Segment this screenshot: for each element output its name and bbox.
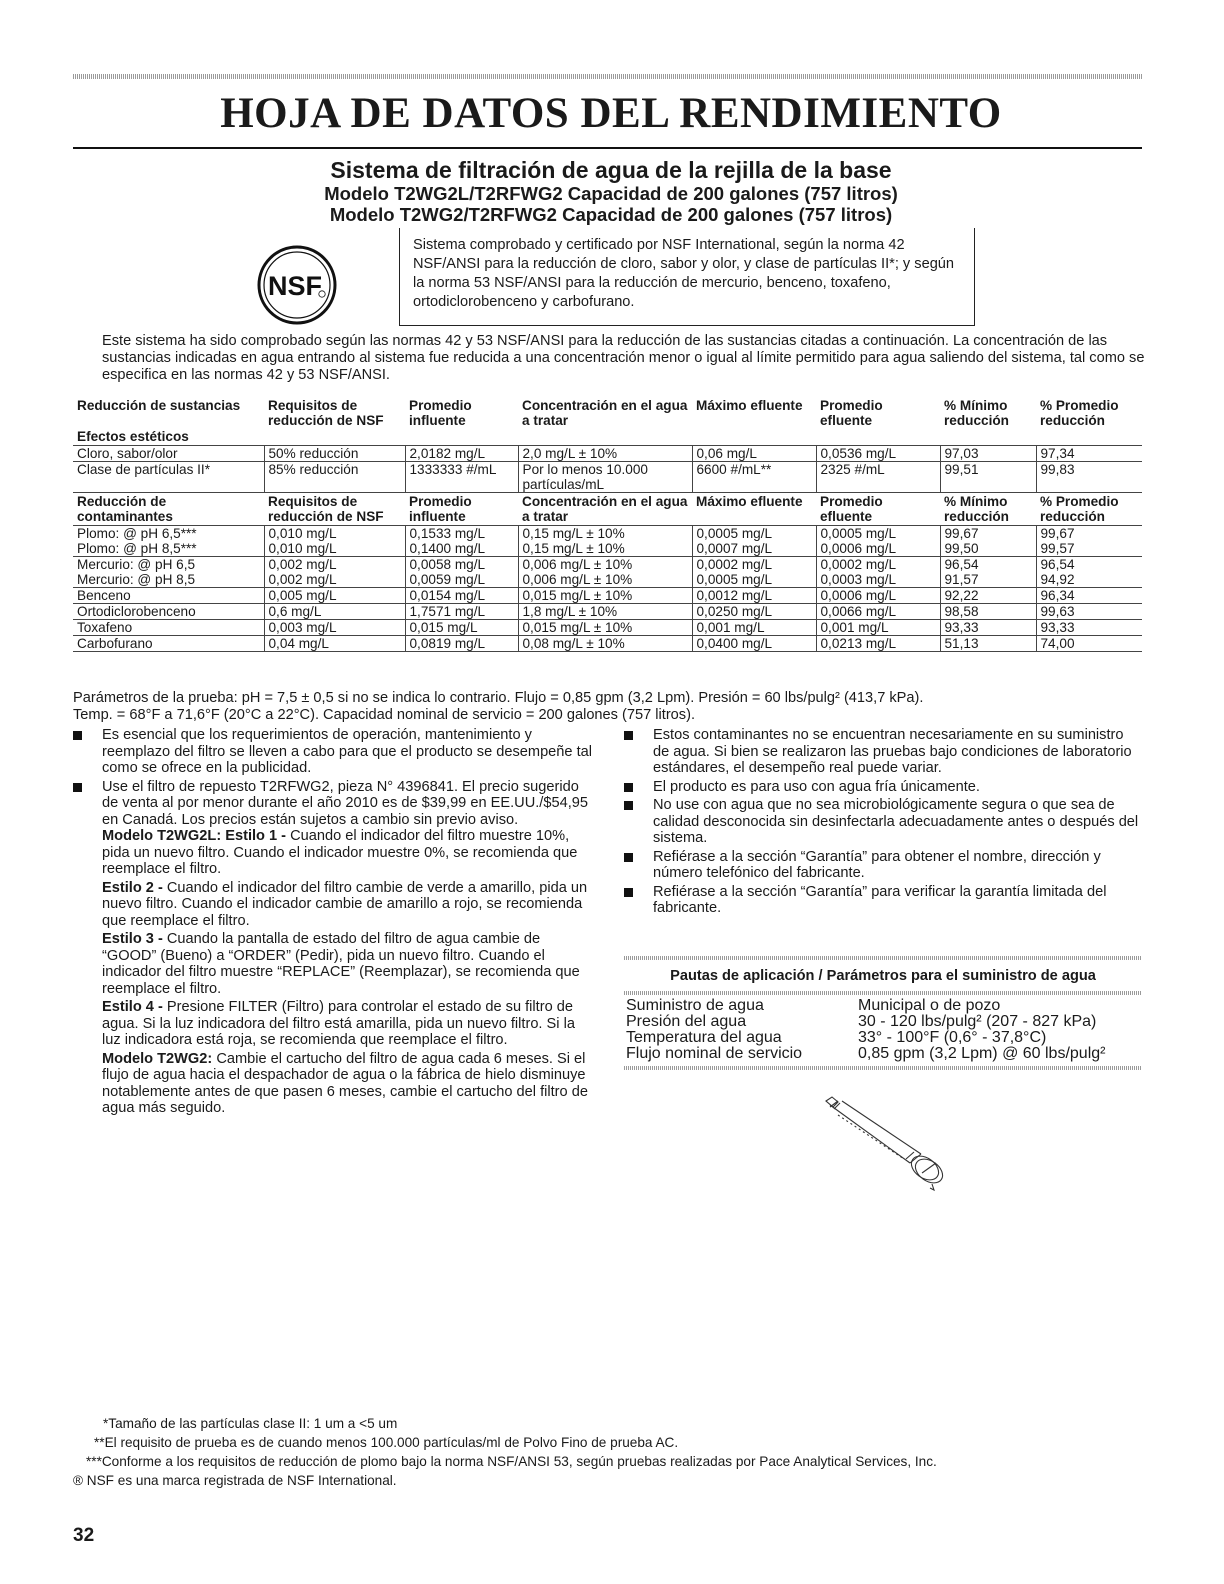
table-cell: 96,54 91,57 — [940, 557, 1036, 588]
left-column — [73, 727, 593, 1119]
contaminant-header-row — [73, 493, 1142, 526]
guideline-value: Municipal o de pozo — [858, 997, 1001, 1014]
table-cell: 0,006 mg/L ± 10% 0,006 mg/L ± 10% — [518, 557, 692, 588]
test-parameters-line: Temp. = 68°F a 71,6°F (20°C a 22°C). Capacidad nominal de servicio = 200 galones (757 litros). — [73, 706, 696, 723]
style-note-text: Cuando el indicador del filtro muestre 10%, pida un nuevo filtro. Cuando el indicador muestre 0%, se recomienda que reemplace el filtro. — [102, 828, 578, 877]
style-note-label: Estilo 4 - — [102, 999, 163, 1015]
header-cell: Promedio influente — [409, 398, 472, 428]
aesthetic-subheader-row — [73, 429, 1142, 446]
test-parameters-line: Parámetros de la prueba: pH = 7,5 ± 0,5 si no se indica lo contrario. Flujo = 0,85 gpm (3,2 Lpm). Presión = 60 lbs/pulg² (413,7 kPa). — [73, 690, 924, 706]
page-number: 32 — [73, 1525, 95, 1546]
style-note-text: Presione FILTER (Filtro) para controlar el estado de su filtro de agua. Si la luz indicadora del filtro está amarilla, pida un nuevo filtro. Si la luz indicadora está roja, se recomienda que reemplace el filtro. — [102, 999, 575, 1048]
table-cell: 0,010 mg/L 0,010 mg/L — [264, 526, 405, 557]
table-cell: 51,13 — [940, 636, 1036, 652]
list-item: Refiérase a la sección “Garantía” para verificar la garantía limitada del fabricante. — [624, 884, 1142, 917]
table-cell: Clase de partículas II* — [73, 462, 264, 493]
table-cell: 0,0012 mg/L — [692, 588, 816, 604]
table-row — [626, 1030, 1142, 1046]
table-cell: 0,0154 mg/L — [405, 588, 518, 604]
table-cell: 99,83 — [1036, 462, 1142, 493]
guidelines-table — [626, 998, 1142, 1062]
table-cell: 0,001 mg/L — [692, 620, 816, 636]
table-cell: 50% reducción — [264, 446, 405, 462]
table-row — [73, 462, 1142, 493]
table-cell: 99,51 — [940, 462, 1036, 493]
guideline-label: Suministro de agua — [626, 997, 764, 1014]
header-cell: Máximo efluente — [696, 398, 803, 413]
style-note — [73, 931, 593, 997]
model-line-2: Modelo T2WG2/T2RFWG2 Capacidad de 200 galones (757 litros) — [329, 204, 893, 225]
table-cell: 85% reducción — [264, 462, 405, 493]
table-cell: 0,005 mg/L — [264, 588, 405, 604]
guideline-value: 30 - 120 lbs/pulg² (207 - 827 kPa) — [858, 1013, 1097, 1030]
performance-table-wrap — [73, 397, 1142, 652]
header-cell: Concentración en el agua a tratar — [522, 494, 688, 524]
table-cell: 93,33 — [940, 620, 1036, 636]
header-cell: % Promedio reducción — [1040, 494, 1119, 524]
nsf-logo-text: NSF — [268, 271, 322, 301]
list-item: Es esencial que los requerimientos de operación, mantenimiento y reemplazo del filtro se lleven a cabo para que el producto se desempeñe tal como se ofrece en la publicidad. — [73, 727, 593, 777]
table-row — [626, 1014, 1142, 1030]
table-cell: 0,002 mg/L 0,002 mg/L — [264, 557, 405, 588]
table-cell: 0,0006 mg/L — [816, 588, 940, 604]
table-row — [626, 998, 1142, 1014]
table-cell: 0,0213 mg/L — [816, 636, 940, 652]
nsf-logo-icon — [256, 244, 338, 326]
header-cell: Requisitos de reducción de NSF — [268, 494, 384, 524]
table-cell: 1,8 mg/L ± 10% — [518, 604, 692, 620]
list-item: Refiérase a la sección “Garantía” para obtener el nombre, dirección y número telefónico del fabricante. — [624, 849, 1142, 882]
footnotes — [73, 1414, 1142, 1490]
header-cell: % Mínimo reducción — [944, 398, 1009, 428]
aesthetic-subheader: Efectos estéticos — [77, 429, 189, 444]
header-cell: Máximo efluente — [696, 494, 803, 509]
list-item: Use el filtro de repuesto T2RFWG2, pieza N° 4396841. El precio sugerido de venta al por menor durante el año 2010 es de $39,99 en EE.UU./$54,95 en Canadá. Los precios están sujetos a cambio sin previo aviso. — [73, 779, 593, 829]
table-row — [626, 1046, 1142, 1062]
style-note — [73, 828, 593, 878]
list-item: Estos contaminantes no se encuentran necesariamente en su suministro de agua. Si bien se realizaron las pruebas bajo condiciones de laboratorio estándares, el desempeño real puede variar. — [624, 727, 1142, 777]
table-cell: 0,001 mg/L — [816, 620, 940, 636]
guideline-label: Flujo nominal de servicio — [626, 1045, 803, 1062]
table-cell: 98,58 — [940, 604, 1036, 620]
footnote: ***Conforme a los requisitos de reducción de plomo bajo la norma NSF/ANSI 53, según pruebas realizadas por Pace Analytical Services, Inc. — [86, 1454, 937, 1469]
guideline-label: Presión del agua — [626, 1013, 747, 1030]
table-cell: 92,22 — [940, 588, 1036, 604]
table-cell: 0,0005 mg/L 0,0007 mg/L — [692, 526, 816, 557]
table-cell: Ortodiclorobenceno — [73, 604, 264, 620]
style-note — [73, 880, 593, 930]
table-cell: Benceno — [73, 588, 264, 604]
top-dotted-rule — [73, 74, 1142, 79]
header-cell: % Mínimo reducción — [944, 494, 1009, 524]
table-row — [73, 557, 1142, 588]
table-cell: 0,0536 mg/L — [816, 446, 940, 462]
footnote: ® NSF es una marca registrada de NSF International. — [73, 1473, 397, 1488]
right-bullet-list — [624, 727, 1142, 917]
header-cell: Reducción de sustancias — [77, 398, 241, 413]
style-note-label: Estilo 2 - — [102, 879, 163, 896]
table-cell: 6600 #/mL** — [692, 462, 816, 493]
table-cell: 0,0058 mg/L 0,0059 mg/L — [405, 557, 518, 588]
header-cell: Concentración en el agua a tratar — [522, 398, 688, 428]
table-cell: 2325 #/mL — [816, 462, 940, 493]
table-cell: 1,7571 mg/L — [405, 604, 518, 620]
header-cell: Requisitos de reducción de NSF — [268, 398, 384, 428]
test-parameters — [73, 690, 1142, 723]
header-cell: Promedio influente — [409, 494, 472, 524]
title-underline — [73, 147, 1142, 149]
table-cell: 0,0400 mg/L — [692, 636, 816, 652]
table-cell: 0,0066 mg/L — [816, 604, 940, 620]
table-cell: 0,1533 mg/L 0,1400 mg/L — [405, 526, 518, 557]
table-cell: 97,03 — [940, 446, 1036, 462]
table-cell: 96,34 — [1036, 588, 1142, 604]
footnote: *Tamaño de las partículas clase II: 1 um a <5 um — [103, 1416, 398, 1431]
water-filter-cartridge-icon — [808, 1093, 958, 1193]
table-cell: Plomo: @ pH 6,5*** Plomo: @ pH 8,5*** — [73, 526, 264, 557]
guideline-value: 0,85 gpm (3,2 Lpm) @ 60 lbs/pulg² — [858, 1045, 1106, 1062]
table-cell: 0,015 mg/L — [405, 620, 518, 636]
table-cell: 0,15 mg/L ± 10% 0,15 mg/L ± 10% — [518, 526, 692, 557]
aesthetic-header-row — [73, 397, 1142, 429]
header-cell: % Promedio reducción — [1040, 398, 1119, 428]
table-cell: 0,04 mg/L — [264, 636, 405, 652]
table-cell: 99,67 99,50 — [940, 526, 1036, 557]
model-line-1: Modelo T2WG2L/T2RFWG2 Capacidad de 200 galones (757 litros) — [324, 183, 898, 204]
footnote: **El requisito de prueba es de cuando menos 100.000 partículas/ml de Polvo Fino de prueba AC. — [94, 1435, 679, 1450]
table-cell: 99,63 — [1036, 604, 1142, 620]
table-cell: 0,6 mg/L — [264, 604, 405, 620]
table-cell: Por lo menos 10.000 partículas/mL — [518, 462, 692, 493]
table-row — [73, 446, 1142, 462]
style-note — [73, 999, 593, 1049]
table-cell: 93,33 — [1036, 620, 1142, 636]
table-cell: 0,06 mg/L — [692, 446, 816, 462]
table-row — [73, 620, 1142, 636]
table-row — [73, 636, 1142, 652]
header-cell: Reducción de contaminantes — [77, 494, 173, 524]
style-note-text: Cuando el indicador del filtro cambie de verde a amarillo, pida un nuevo filtro. Cuando el indicador cambie de amarillo a rojo, se recomienda que reemplace el filtro. — [102, 879, 588, 929]
table-cell: 0,0002 mg/L 0,0003 mg/L — [816, 557, 940, 588]
guidelines-title-rule — [624, 991, 1142, 995]
table-cell: Toxafeno — [73, 620, 264, 636]
style-note-label: Modelo T2WG2: — [102, 1050, 213, 1067]
table-cell: 2,0 mg/L ± 10% — [518, 446, 692, 462]
table-cell: Mercurio: @ pH 6,5 Mercurio: @ pH 8,5 — [73, 557, 264, 588]
style-note — [73, 1051, 593, 1117]
table-cell: 0,0819 mg/L — [405, 636, 518, 652]
table-cell: 0,015 mg/L ± 10% — [518, 588, 692, 604]
table-row — [73, 526, 1142, 557]
guideline-value: 33° - 100°F (0,6° - 37,8°C) — [858, 1029, 1047, 1046]
table-cell: 99,67 99,57 — [1036, 526, 1142, 557]
header-cell: Promedio efluente — [820, 494, 883, 524]
table-cell: Carbofurano — [73, 636, 264, 652]
performance-table — [73, 397, 1142, 652]
header-cell: Promedio efluente — [820, 398, 883, 428]
table-cell: Cloro, sabor/olor — [73, 446, 264, 462]
table-cell: 0,0002 mg/L 0,0005 mg/L — [692, 557, 816, 588]
list-item: No use con agua que no sea microbiológicamente segura o que sea de calidad desconocida sin desinfectarla adecuadamente antes o después del sistema. — [624, 797, 1142, 847]
table-row — [73, 604, 1142, 620]
table-cell: 96,54 94,92 — [1036, 557, 1142, 588]
right-column — [624, 727, 1142, 919]
left-bullet-list — [73, 727, 593, 828]
table-cell: 74,00 — [1036, 636, 1142, 652]
style-note-text: Cuando la pantalla de estado del filtro de agua cambie de “GOOD” (Bueno) a “ORDER” (Pedir), pida un nuevo filtro. Cuando el indicador del filtro muestre “REPLACE” (Reemplazar), se recomienda que reemplace el filtro. — [102, 931, 580, 997]
guidelines-top-rule — [624, 956, 1142, 960]
guidelines-title: Pautas de aplicación / Parámetros para el suministro de agua — [670, 968, 1096, 984]
style-note-label: Modelo T2WG2L: Estilo 1 - — [102, 828, 287, 844]
table-cell: 0,015 mg/L ± 10% — [518, 620, 692, 636]
style-note-label: Estilo 3 - — [102, 931, 163, 947]
intro-paragraph: Este sistema ha sido comprobado según las normas 42 y 53 NSF/ANSI para la reducción de las sustancias citadas a continuación. La concentración de las sustancias indicadas en agua entrando al sistema fue reducida a una concentración menor o igual al límite permitido para agua saliendo del sistema, tal como se especifica en las normas 42 y 53 NSF/ANSI. — [102, 333, 1145, 383]
table-cell: 97,34 — [1036, 446, 1142, 462]
guideline-label: Temperatura del agua — [626, 1029, 782, 1046]
guidelines-bottom-rule — [624, 1066, 1142, 1070]
table-cell: 0,0005 mg/L 0,0006 mg/L — [816, 526, 940, 557]
table-cell: 0,003 mg/L — [264, 620, 405, 636]
section-subtitle: Sistema de filtración de agua de la rejilla de la base — [330, 157, 892, 183]
table-cell: 1333333 #/mL — [405, 462, 518, 493]
style-note-text: Cambie el cartucho del filtro de agua cada 6 meses. Si el flujo de agua hacia el despachador de agua o la fábrica de hielo disminuye notablemente antes de que pasen 6 meses, cambie el cartucho del filtro de agua más seguido. — [102, 1050, 588, 1116]
list-item: El producto es para uso con agua fría únicamente. — [624, 779, 1142, 796]
table-cell: 2,0182 mg/L — [405, 446, 518, 462]
table-cell: 0,0250 mg/L — [692, 604, 816, 620]
table-row — [73, 588, 1142, 604]
certification-box: Sistema comprobado y certificado por NSF International, según la norma 42 NSF/ANSI para la reducción de cloro, sabor y olor, y clase de partículas II*; y según la norma 53 NSF/ANSI para la reducción de mercurio, benceno, toxafeno, ortodiclorobenceno y carbofurano. — [399, 228, 975, 326]
table-cell: 0,08 mg/L ± 10% — [518, 636, 692, 652]
page-title: HOJA DE DATOS DEL RENDIMIENTO — [220, 90, 1002, 137]
